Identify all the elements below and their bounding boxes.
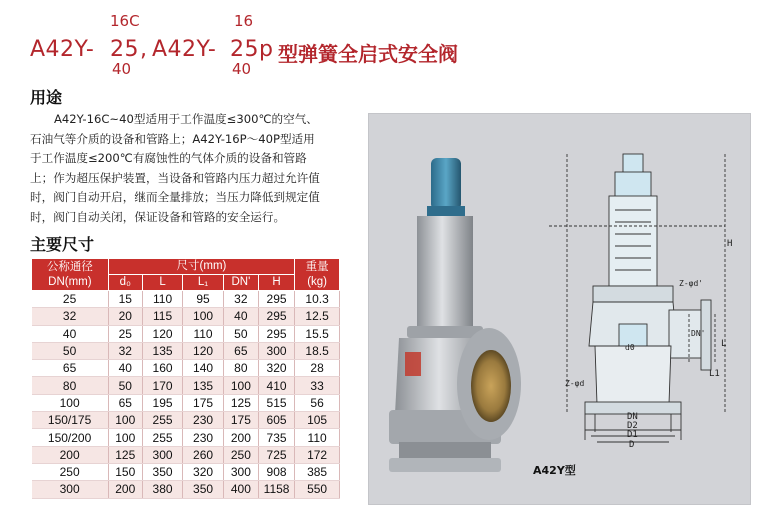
table-cell: 605 bbox=[258, 412, 294, 429]
label-l: L bbox=[721, 339, 727, 349]
usage-line: 上；作为超压保护装置，当设备和管路内压力超过允许值 bbox=[30, 170, 320, 185]
table-cell: 200 bbox=[32, 446, 109, 463]
table-cell: 65 bbox=[223, 342, 258, 359]
table-cell: 18.5 bbox=[295, 342, 340, 359]
table-cell: 295 bbox=[258, 308, 294, 325]
label-d0: d0 bbox=[625, 343, 635, 352]
table-cell: 20 bbox=[108, 308, 142, 325]
table-cell: 255 bbox=[142, 429, 182, 446]
table-cell: 300 bbox=[258, 342, 294, 359]
title-model-2-top: 16 bbox=[234, 12, 254, 30]
valve-section-drawing bbox=[549, 154, 725, 442]
title-model-1-top: 16C bbox=[110, 12, 140, 30]
table-cell: 908 bbox=[258, 463, 294, 480]
table-cell: 125 bbox=[223, 394, 258, 411]
table-cell: 100 bbox=[108, 412, 142, 429]
table-cell: 28 bbox=[295, 360, 340, 377]
table-cell: 200 bbox=[223, 429, 258, 446]
label-flange-side: Z-φd' bbox=[679, 279, 704, 288]
table-cell: 105 bbox=[295, 412, 340, 429]
table-cell: 735 bbox=[258, 429, 294, 446]
title-separator: , bbox=[140, 37, 148, 62]
label-d: D bbox=[629, 440, 635, 450]
table-cell: 135 bbox=[142, 342, 182, 359]
table-cell: 65 bbox=[32, 360, 109, 377]
table-cell: 172 bbox=[295, 446, 340, 463]
table-cell: 15 bbox=[108, 291, 142, 308]
header-dn bbox=[32, 259, 109, 291]
table-row bbox=[32, 377, 340, 394]
table-row bbox=[32, 342, 340, 359]
table-row bbox=[32, 463, 340, 480]
table-cell: 350 bbox=[142, 463, 182, 480]
table-cell: 15.5 bbox=[295, 325, 340, 342]
table-cell: 150/200 bbox=[32, 429, 109, 446]
label-flange-bottom: Z-φd bbox=[565, 379, 585, 388]
product-figure-panel bbox=[368, 113, 751, 505]
table-cell: 295 bbox=[258, 291, 294, 308]
header-dn-line2: DN(mm) bbox=[48, 275, 92, 288]
table-cell: 200 bbox=[108, 481, 142, 498]
table-cell: 110 bbox=[183, 325, 223, 342]
usage-line: A42Y-16C~40型适用于工作温度≤300℃的空气、 bbox=[54, 112, 318, 126]
page-title bbox=[30, 10, 530, 80]
table-row bbox=[32, 308, 340, 325]
label-h: H bbox=[727, 239, 733, 249]
label-l1: L1 bbox=[709, 369, 720, 379]
table-cell: 95 bbox=[183, 291, 223, 308]
table-cell: 56 bbox=[295, 394, 340, 411]
title-model-1-prefix: A42Y- bbox=[30, 37, 95, 62]
table-cell: 725 bbox=[258, 446, 294, 463]
table-cell: 250 bbox=[223, 446, 258, 463]
table-cell: 230 bbox=[183, 429, 223, 446]
table-cell: 33 bbox=[295, 377, 340, 394]
table-cell: 100 bbox=[32, 394, 109, 411]
table-cell: 140 bbox=[183, 360, 223, 377]
usage-line: 时，阀门自动开启，继而全量排放；当压力降低到规定值 bbox=[30, 190, 320, 204]
usage-line: 石油气等介质的设备和管路上；A42Y-16P～40P型适用 bbox=[30, 131, 315, 146]
table-cell: 40 bbox=[32, 325, 109, 342]
table-cell: 40 bbox=[223, 308, 258, 325]
table-cell: 135 bbox=[183, 377, 223, 394]
table-cell: 550 bbox=[295, 481, 340, 498]
table-cell: 100 bbox=[183, 308, 223, 325]
header-size-group: 尺寸(mm) bbox=[108, 259, 294, 275]
table-row bbox=[32, 429, 340, 446]
table-row bbox=[32, 394, 340, 411]
table-cell: 80 bbox=[223, 360, 258, 377]
title-model-2-mid: 25p bbox=[230, 37, 274, 62]
table-cell: 300 bbox=[142, 446, 182, 463]
table-cell: 32 bbox=[223, 291, 258, 308]
table-cell: 115 bbox=[142, 308, 182, 325]
table-cell: 255 bbox=[142, 412, 182, 429]
label-d1: D1 bbox=[627, 430, 638, 440]
label-d2: D2 bbox=[627, 421, 638, 431]
table-cell: 410 bbox=[258, 377, 294, 394]
table-cell: 170 bbox=[142, 377, 182, 394]
header-col-d0: d₀ bbox=[108, 275, 142, 291]
table-cell: 12.5 bbox=[295, 308, 340, 325]
table-cell: 125 bbox=[108, 446, 142, 463]
table-cell: 320 bbox=[183, 463, 223, 480]
table-cell: 25 bbox=[32, 291, 109, 308]
table-cell: 295 bbox=[258, 325, 294, 342]
table-cell: 175 bbox=[223, 412, 258, 429]
table-row bbox=[32, 412, 340, 429]
usage-line: 于工作温度≤200℃有腐蚀性的气体介质的设备和管路 bbox=[30, 151, 307, 165]
header-dn-line1: 公称通径 bbox=[46, 260, 93, 273]
title-chinese: 型弹簧全启式安全阀 bbox=[278, 42, 458, 66]
table-cell: 250 bbox=[32, 463, 109, 480]
table-cell: 150 bbox=[108, 463, 142, 480]
table-cell: 300 bbox=[223, 463, 258, 480]
usage-line: 时，阀门自动关闭，保证设备和管路的安全运行。 bbox=[30, 209, 286, 224]
table-cell: 40 bbox=[108, 360, 142, 377]
header-weight-line1: 重量 bbox=[305, 260, 329, 273]
header-col-dn-prime: DN' bbox=[223, 275, 258, 291]
label-dn: DN bbox=[627, 412, 638, 422]
table-cell: 380 bbox=[142, 481, 182, 498]
figure-caption: A42Y型 bbox=[533, 464, 576, 477]
table-cell: 160 bbox=[142, 360, 182, 377]
table-cell: 25 bbox=[108, 325, 142, 342]
table-cell: 110 bbox=[142, 291, 182, 308]
table-cell: 230 bbox=[183, 412, 223, 429]
usage-description bbox=[30, 110, 355, 227]
table-cell: 385 bbox=[295, 463, 340, 480]
table-cell: 120 bbox=[142, 325, 182, 342]
header-weight-line2: (kg) bbox=[307, 275, 327, 288]
table-row bbox=[32, 446, 340, 463]
table-cell: 32 bbox=[32, 308, 109, 325]
table-row bbox=[32, 360, 340, 377]
table-cell: 100 bbox=[108, 429, 142, 446]
title-model-2-prefix: A42Y- bbox=[152, 37, 217, 62]
table-cell: 50 bbox=[223, 325, 258, 342]
table-cell: 175 bbox=[183, 394, 223, 411]
table-cell: 110 bbox=[295, 429, 340, 446]
table-cell: 10.3 bbox=[295, 291, 340, 308]
table-cell: 50 bbox=[108, 377, 142, 394]
table-cell: 515 bbox=[258, 394, 294, 411]
valve-photo bbox=[389, 158, 521, 472]
table-cell: 120 bbox=[183, 342, 223, 359]
table-cell: 32 bbox=[108, 342, 142, 359]
table-cell: 100 bbox=[223, 377, 258, 394]
table-row bbox=[32, 291, 340, 308]
table-row bbox=[32, 325, 340, 342]
table-cell: 400 bbox=[223, 481, 258, 498]
table-cell: 150/175 bbox=[32, 412, 109, 429]
table-cell: 320 bbox=[258, 360, 294, 377]
header-col-l: L bbox=[142, 275, 182, 291]
dimensions-table bbox=[31, 258, 340, 499]
label-dn-prime: DN' bbox=[691, 329, 706, 338]
title-model-1-mid: 25 bbox=[110, 37, 139, 62]
header-col-h: H bbox=[258, 275, 294, 291]
header-weight bbox=[295, 259, 340, 291]
table-cell: 1158 bbox=[258, 481, 294, 498]
table-row bbox=[32, 481, 340, 498]
table-cell: 195 bbox=[142, 394, 182, 411]
usage-heading: 用途 bbox=[30, 88, 63, 107]
dimensions-heading: 主要尺寸 bbox=[30, 235, 95, 254]
title-model-2-bot: 40 bbox=[232, 60, 252, 78]
table-cell: 65 bbox=[108, 394, 142, 411]
table-cell: 350 bbox=[183, 481, 223, 498]
table-cell: 80 bbox=[32, 377, 109, 394]
valve-illustration bbox=[369, 114, 750, 504]
table-cell: 50 bbox=[32, 342, 109, 359]
table-cell: 260 bbox=[183, 446, 223, 463]
header-col-l1: L₁ bbox=[183, 275, 223, 291]
title-model-1-bot: 40 bbox=[112, 60, 132, 78]
table-cell: 300 bbox=[32, 481, 109, 498]
